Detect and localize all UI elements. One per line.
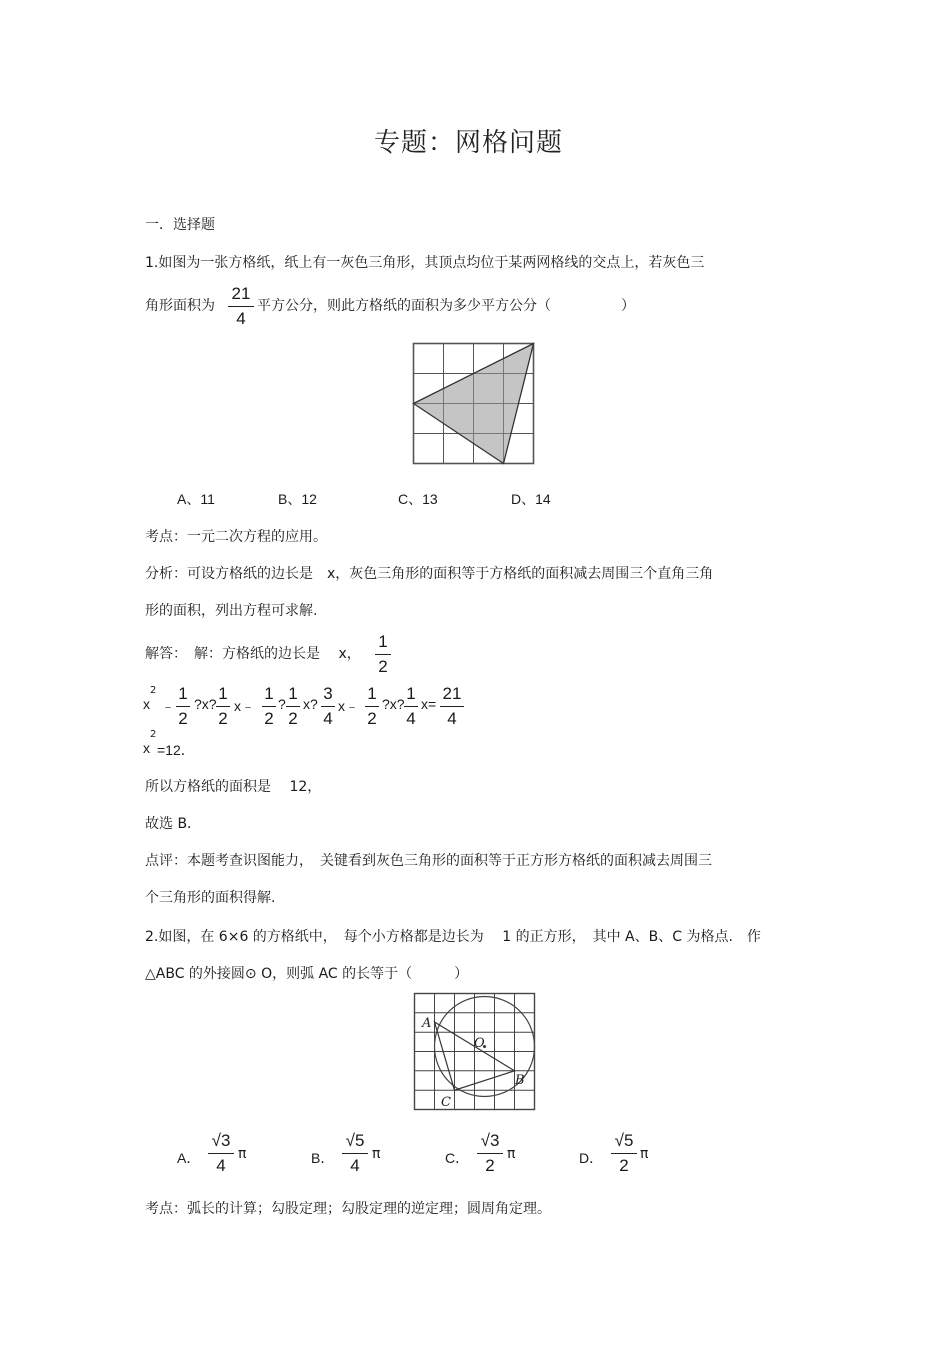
q1-option-d: D、14 [511,491,551,507]
q1-stem-line2-post: 平方公分，则此方格纸的面积为多少平方公分（ ） [257,298,635,314]
eq-term-q: ? [278,696,286,712]
fraction-numerator: 1 [178,684,188,703]
fraction-denominator: 4 [236,309,246,328]
fraction-denominator: 2 [288,709,298,728]
eq-term-qxq-2: ?x? [382,696,405,712]
fraction-denominator: 4 [323,709,333,728]
eq-frac-8 [440,684,464,729]
q2-option-b-value: √5 4 [342,1131,368,1176]
q1-grid-figure [410,340,538,468]
fraction-numerator: 1 [406,684,416,703]
eq-term-xminus: x﹣ [234,698,255,714]
q1-pingjia-line1: 点评：本题考查识图能力， 关键看到灰色三角形的面积等于正方形方格纸的面积减去周围三 [145,853,712,869]
label-a: A [422,1016,432,1031]
fraction-denominator: 2 [178,709,188,728]
fraction-denominator: 4 [406,709,416,728]
q2-option-d-value: √5 2 [611,1131,637,1176]
eq-frac-7 [404,684,418,729]
eq-equals: x= [421,696,437,712]
q2-option-d-pi: π [640,1146,649,1162]
eq-frac-2 [216,684,230,729]
fraction-denominator: 2 [264,709,274,728]
eq-minus: ﹣ [161,698,175,714]
radicand: 3 [220,1131,231,1150]
radicand: 5 [354,1131,365,1150]
label-c: C [441,1095,451,1110]
eq-term-xminus-2: x﹣ [338,698,359,714]
q2-option-c-pi: π [507,1146,516,1162]
eq-frac-4 [286,684,300,729]
eq-frac-1 [176,684,190,729]
q1-stem-line2-pre: 角形面积为 [145,298,215,314]
q1-option-c: C、13 [398,491,438,507]
fraction-denominator: 4 [216,1156,226,1175]
fraction-numerator: 3 [323,684,333,703]
q1-pingjia-line2: 个三角形的面积得解. [145,890,276,906]
eq-x: x [143,696,150,712]
q2-stem-line1: 2.如图，在 6×6 的方格纸中， 每个小方格都是边长为 1 的正方形， 其中 A、B、C 为格点. 作 [145,929,761,945]
result-square: 2 [150,729,157,740]
page-title: 专题：网格问题 [374,128,564,158]
q1-area-fraction [228,284,254,329]
q2-kaodian: 考点：弧长的计算；勾股定理；勾股定理的逆定理；圆周角定理。 [145,1201,551,1217]
fraction-denominator: 2 [218,709,228,728]
section-heading: 一．选择题 [145,217,215,233]
q2-option-c-value: √3 2 [477,1131,503,1176]
eq-term-qxq: ?x? [194,696,217,712]
q1-option-a: A、11 [177,491,215,507]
q1-jieda: 解答： 解：方格纸的边长是 x， [145,646,361,662]
result-value: =12． [157,742,195,758]
fraction-denominator: 2 [485,1156,495,1175]
fraction-denominator: 4 [447,709,457,728]
q1-choose: 故选 B． [145,816,202,832]
q2-option-a-pi: π [238,1146,247,1162]
fraction-numerator: 21 [231,284,251,303]
fraction-denominator: 2 [378,657,388,676]
eq-frac-5 [321,684,335,729]
eq-square: 2 [150,685,157,696]
fraction-numerator: 1 [264,684,274,703]
result-x: x [143,740,150,756]
fraction-denominator: 4 [350,1156,360,1175]
q2-option-b-letter: B． [311,1150,335,1166]
q1-fenxi-line1: 分析：可设方格纸的边长是 x，灰色三角形的面积等于方格纸的面积减去周围三个直角三角 [145,566,714,582]
q1-fenxi-line2: 形的面积，列出方程可求解. [145,603,318,619]
q2-option-a-value: √3 4 [208,1131,234,1176]
q2-circle-figure [410,990,540,1115]
fraction-denominator: 2 [367,709,377,728]
q1-area-line: 所以方格纸的面积是 12， [145,779,322,795]
eq-frac-3 [262,684,276,729]
fraction-numerator: 1 [218,684,228,703]
fraction-numerator: 1 [378,632,388,651]
q2-option-d-letter: D． [579,1150,604,1166]
eq-frac-6 [365,684,379,729]
fraction-numerator: 1 [288,684,298,703]
q1-option-b: B、12 [278,491,317,507]
eq-term-xq: x? [303,696,318,712]
label-b: B [515,1073,525,1088]
q2-stem-line2: △ABC 的外接圆⊙ O，则弧 AC 的长等于（ ） [145,966,469,982]
label-o: O [474,1036,485,1051]
radicand: 5 [623,1131,634,1150]
q2-option-c-letter: C． [445,1150,470,1166]
q1-stem-line1: 1.如图为一张方格纸，纸上有一灰色三角形，其顶点均位于某两网格线的交点上，若灰色三 [145,255,705,271]
q2-option-b-pi: π [372,1146,381,1162]
fraction-numerator: 21 [442,684,462,703]
radicand: 3 [489,1131,500,1150]
q1-kaodian: 考点：一元二次方程的应用。 [145,529,327,545]
half-fraction [375,632,391,677]
q2-option-a-letter: A． [177,1150,201,1166]
fraction-numerator: 1 [367,684,377,703]
fraction-denominator: 2 [619,1156,629,1175]
